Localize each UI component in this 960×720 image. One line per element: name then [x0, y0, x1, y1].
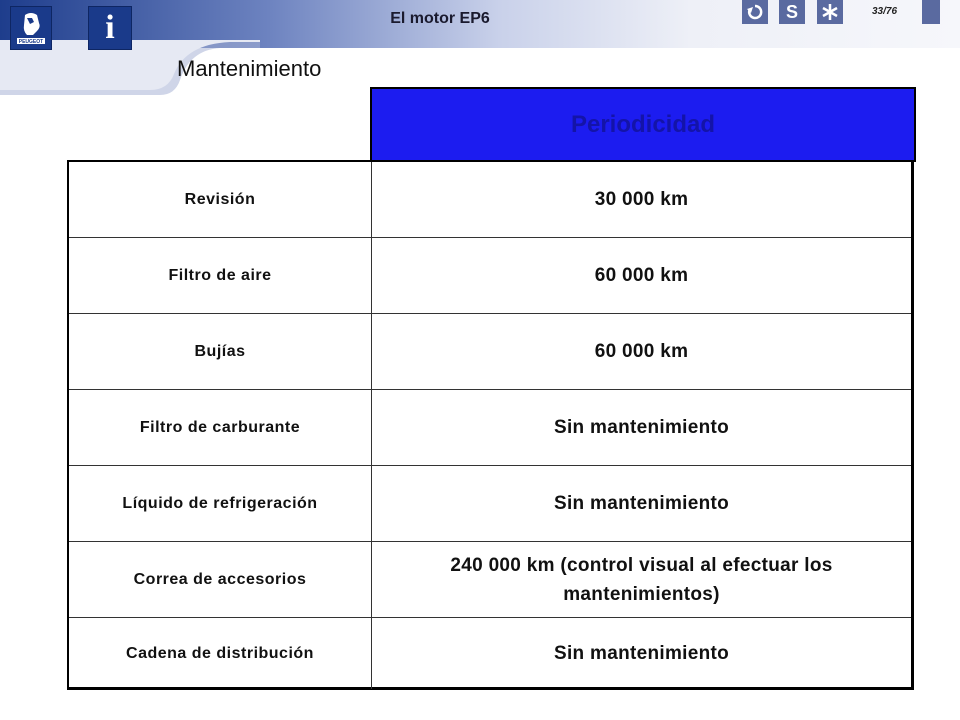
row-label: Filtro de aire [69, 238, 372, 313]
table-row [69, 618, 911, 689]
glossary-button[interactable] [817, 0, 843, 24]
summary-label: S [785, 1, 798, 22]
row-label: Correa de accesorios [69, 542, 372, 617]
row-label: Bujías [69, 314, 372, 389]
summary-button[interactable] [779, 0, 805, 24]
row-value: Sin mantenimiento [553, 417, 730, 438]
table-row [69, 466, 911, 542]
back-arrow-icon [746, 3, 764, 21]
info-icon: i [105, 9, 115, 46]
row-value: Sin mantenimiento [553, 493, 730, 514]
asterisk-icon [821, 3, 839, 21]
maintenance-table [67, 87, 916, 692]
page-counter: 33/76 [872, 6, 898, 17]
table-row [69, 238, 911, 314]
peugeot-lion-icon [13, 9, 49, 47]
table-row [69, 390, 911, 466]
row-value: 60 000 km [594, 341, 689, 362]
table-row [69, 314, 911, 390]
row-value: 240 000 km (control visual al efectuar los mantenimientos) [450, 554, 833, 605]
row-value: 60 000 km [594, 265, 689, 286]
back-button[interactable] [742, 0, 768, 24]
presentation-title: El motor EP6 [390, 10, 490, 27]
section-title: Mantenimiento [177, 56, 322, 81]
row-label: Líquido de refrigeración [69, 466, 372, 541]
row-value: 30 000 km [594, 189, 689, 210]
row-label: Revisión [69, 162, 372, 237]
table-row [69, 162, 911, 238]
table-body [67, 160, 914, 690]
row-label: Filtro de carburante [69, 390, 372, 465]
row-value: Sin mantenimiento [553, 643, 730, 664]
table-row [69, 542, 911, 618]
periodicity-header: Periodicidad [370, 87, 916, 162]
next-button[interactable] [922, 0, 940, 24]
brand-text: PEUGEOT [18, 39, 44, 45]
peugeot-logo [10, 6, 52, 50]
row-label: Cadena de distribución [69, 618, 372, 689]
info-button[interactable] [88, 6, 132, 50]
